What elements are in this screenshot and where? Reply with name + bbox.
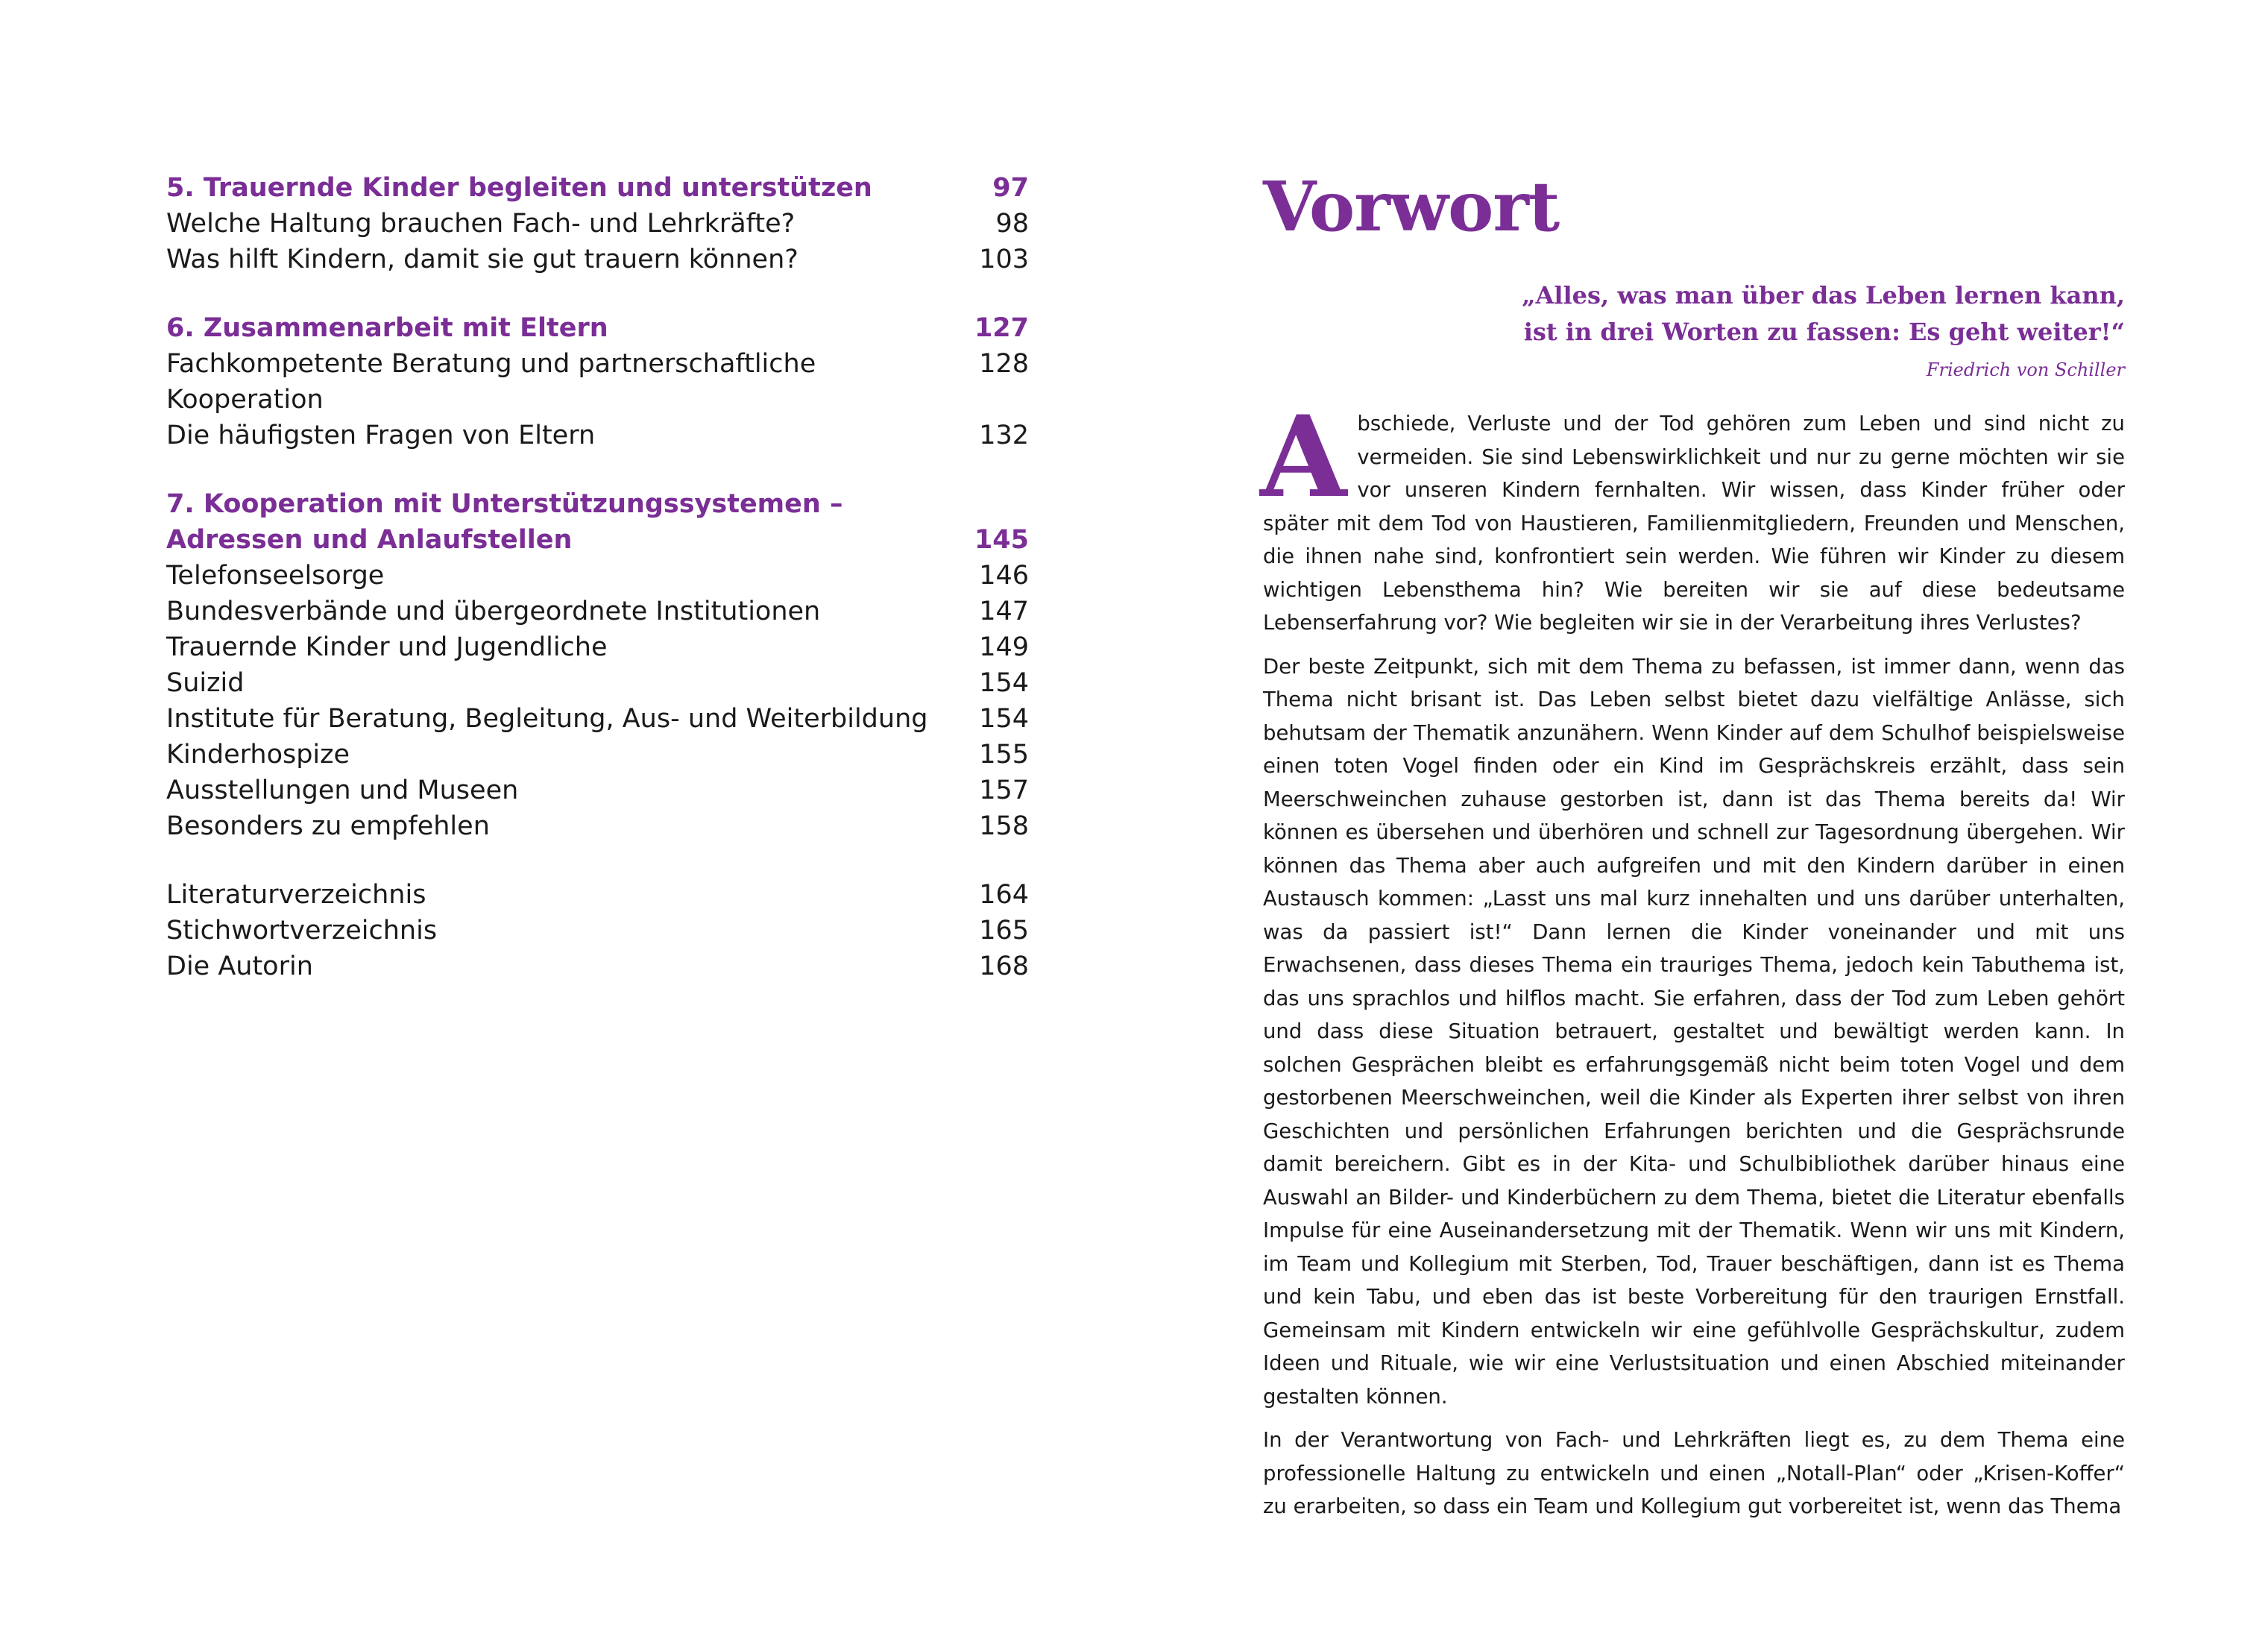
- toc-entry-label: Bundesverbände und übergeordnete Institutionen: [166, 597, 821, 626]
- toc-entry-label: Stichwortverzeichnis: [166, 916, 438, 946]
- toc-entry-page: 158: [979, 811, 1029, 841]
- paragraph-3: In der Verantwortung von Fach- und Lehrkräften liegt es, zu dem Thema eine professionelle Haltung zu entwickeln und einen „Notall-Plan“ oder „Krisen-Koffer“ zu erarbeiten, so dass ein Team und Kollegium gut vorbereitet ist, wenn das Thema: [1263, 1428, 2125, 1518]
- toc-entry-page: 157: [979, 776, 1029, 805]
- quote-line: „Alles, was man über das Leben lernen kann,: [1522, 281, 2125, 309]
- toc-entry-label: Literaturverzeichnis: [166, 880, 426, 910]
- drop-cap: A: [1260, 391, 1347, 523]
- toc-entry: [166, 346, 1029, 418]
- toc-entry-page: 146: [979, 561, 1029, 591]
- toc-entry-page: 168: [979, 952, 1029, 981]
- vorwort-section: [1260, 166, 2125, 1534]
- toc-entry-page: 128: [979, 349, 1029, 379]
- toc-entry: [166, 594, 1029, 629]
- toc-heading: [166, 170, 1029, 206]
- toc-entry-label: Die häufigsten Fragen von Eltern: [166, 421, 596, 450]
- toc-section-5: [166, 170, 1029, 277]
- quote-author: Friedrich von Schiller: [1926, 359, 2125, 380]
- toc-entry-label: Welche Haltung brauchen Fach- und Lehrkräfte?: [166, 209, 796, 239]
- toc-entry: [166, 558, 1029, 594]
- toc-entry-page: 103: [979, 245, 1029, 274]
- toc-entry: [166, 242, 1029, 277]
- toc-entry-label: Besonders zu empfehlen: [166, 811, 490, 841]
- toc-entry: [166, 737, 1029, 773]
- epigraph-quote: [1263, 277, 2125, 350]
- toc-entry: [166, 877, 1029, 913]
- toc-entry-page: 165: [979, 916, 1029, 946]
- toc-heading-page: 97: [992, 173, 1029, 203]
- toc-entry-page: 149: [979, 632, 1029, 662]
- toc-entry-page: 155: [979, 740, 1029, 770]
- toc-backmatter: [166, 877, 1029, 984]
- toc-entry: [166, 808, 1029, 844]
- toc-heading-label: 5. Trauernde Kinder begleiten und unterstützen: [166, 173, 872, 203]
- toc-entry: [166, 629, 1029, 665]
- toc-heading-line2: Adressen und Anlaufstellen: [166, 525, 573, 555]
- toc-heading-page: 127: [974, 313, 1029, 343]
- toc-heading: [166, 486, 1029, 558]
- toc-heading: [166, 310, 1029, 346]
- toc-section-7: [166, 486, 1029, 844]
- toc-entry: [166, 773, 1029, 808]
- toc-entry: [166, 949, 1029, 984]
- toc-entry-label: Telefonseelsorge: [166, 561, 385, 591]
- toc-entry: [166, 418, 1029, 453]
- toc-entry: [166, 206, 1029, 242]
- toc-entry-label: Trauernde Kinder und Jugendliche: [166, 632, 608, 662]
- toc-entry-page: 154: [979, 704, 1029, 734]
- toc-entry-label: Ausstellungen und Museen: [166, 776, 519, 805]
- table-of-contents: [166, 170, 1029, 1017]
- paragraph-1: [1260, 391, 2125, 640]
- toc-entry-page: 164: [979, 880, 1029, 910]
- toc-entry-label: Kinderhospize: [166, 740, 350, 770]
- toc-entry: [166, 665, 1029, 701]
- toc-section-6: [166, 310, 1029, 453]
- toc-entry-page: 147: [979, 597, 1029, 626]
- toc-heading-page: 145: [974, 525, 1029, 555]
- toc-entry: [166, 701, 1029, 737]
- toc-entry-label: Die Autorin: [166, 952, 313, 981]
- page-title: Vorwort: [1263, 166, 1560, 247]
- paragraph-text: bschiede, Verluste und der Tod gehören zum Leben und sind nicht zu vermeiden. Sie sind Lebenswirklichkeit und nur zu gerne möchten wir sie vor unseren Kindern fernhalten. Wir wissen, dass Kinder früher oder später mit dem Tod von Haustieren, Familienmitgliedern, Freunden und Menschen, die ihnen nahe sind, konfrontiert sein werden. Wie führen wir Kinder zu diesem wichtigen Lebensthema hin? Wie bereiten wir sie auf diese bedeutsame Lebenserfahrung vor? Wie begleiten wir sie in der Verarbeitung ihres Verlustes?: [1263, 412, 2125, 635]
- toc-entry-label: Was hilft Kindern, damit sie gut trauern können?: [166, 245, 798, 274]
- toc-heading-line1: 7. Kooperation mit Unterstützungssystemen –: [166, 489, 843, 519]
- toc-entry: [166, 913, 1029, 949]
- toc-entry-page: 98: [995, 209, 1029, 239]
- paragraph-2: Der beste Zeitpunkt, sich mit dem Thema zu befassen, ist immer dann, wenn das Thema nicht brisant ist. Das Leben selbst bietet dazu vielfältige Anlässe, sich behutsam der Thematik anzunähern. Wenn Kinder auf dem Schulhof beispielsweise einen toten Vogel finden oder ein Kind im Gesprächskreis erzählt, dass sein Meerschweinchen zuhause gestorben ist, dann ist das Thema bereits da! Wir können es übersehen und überhören und schnell zur Tagesordnung übergehen. Wir können das Thema aber auch aufgreifen und mit den Kindern darüber in einen Austausch kommen: „Lasst uns mal kurz innehalten und uns darüber unterhalten, was da passiert ist!“ Dann lernen die Kinder voneinander und mit uns Erwachsenen, dass dieses Thema ein trauriges Thema, jedoch kein Tabuthema ist, das uns sprachlos und hilflos macht. Sie erfahren, dass der Tod zum Leben gehört und dass diese Situation betrauert, gestaltet und bewältigt werden kann. In solchen Gesprächen bleibt es erfahrungsgemäß nicht beim toten Vogel und dem gestorbenen Meerschweinchen, weil die Kinder als Experten ihrer selbst von ihren Geschichten und persönlichen Erfahrungen berichten und die Gesprächsrunde damit bereichern. Gibt es in der Kita- und Schulbibliothek darüber hinaus eine Auswahl an Bilder- und Kinderbüchern zu dem Thema, bietet die Literatur ebenfalls Impulse für eine Auseinandersetzung mit der Thematik. Wenn wir uns mit Kindern, im Team und Kollegium mit Sterben, Tod, Trauer beschäftigen, dann ist es Thema und kein Tabu, und eben das ist beste Vorbereitung für den traurigen Ernstfall. Gemeinsam mit Kindern entwickeln wir eine gefühlvolle Gesprächskultur, zudem Ideen und Rituale, wie wir eine Verlustsituation und einen Abschied miteinander gestalten können.: [1263, 654, 2125, 1409]
- toc-entry-page: 154: [979, 668, 1029, 698]
- toc-heading-label: 6. Zusammenarbeit mit Eltern: [166, 313, 608, 343]
- toc-entry-page: 132: [979, 421, 1029, 450]
- toc-entry-label: Fachkompetente Beratung und partnerschaftliche Kooperation: [166, 349, 816, 415]
- toc-entry-label: Institute für Beratung, Begleitung, Aus- und Weiterbildung: [166, 704, 928, 734]
- right-page: [1134, 0, 2268, 1645]
- toc-heading-label: [166, 486, 843, 558]
- toc-entry-label: Suizid: [166, 668, 245, 698]
- quote-line: ist in drei Worten zu fassen: Es geht weiter!“: [1523, 318, 2125, 346]
